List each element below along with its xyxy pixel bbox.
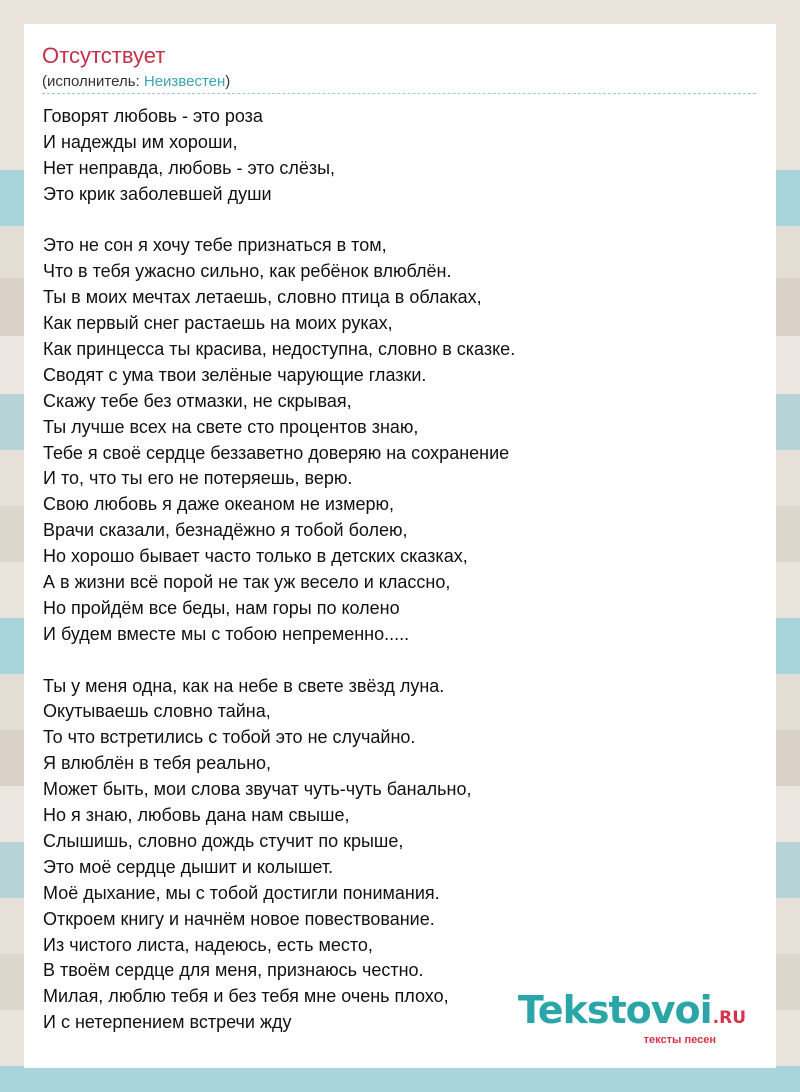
stanza-gap [43,208,758,234]
lyric-line: Из чистого листа, надеюсь, есть место, [43,934,373,955]
lyric-line: Скажу тебе без отмазки, не скрывая, [43,390,352,411]
lyric-line: В твоём сердце для меня, признаюсь честно. [43,960,424,981]
lyric-line: Что в тебя ужасно сильно, как ребёнок влюблён. [43,261,452,282]
lyric-line: И с нетерпением встречи жду [43,1012,292,1033]
lyric-line: И надежды им хороши, [43,131,238,152]
logo-name: Tekstovoi [517,988,712,1032]
lyric-line: Как принцесса ты красива, недоступна, словно в сказке. [43,339,516,360]
artist-line [42,72,758,92]
lyrics-text [43,104,758,1036]
lyric-line: И будем вместе мы с тобою непременно..... [43,623,410,644]
lyric-line: Нет неправда, любовь - это слёзы, [43,157,336,178]
lyric-line: Может быть, мои слова звучат чуть-чуть банально, [43,779,472,800]
artist-prefix: (исполнитель: [42,73,144,90]
logo-tld: .RU [712,1008,746,1028]
lyric-line: Тебе я своё сердце беззаветно доверяю на сохранение [43,442,510,463]
verse-3 [43,674,758,1036]
lyric-line: Окутываешь словно тайна, [43,701,271,722]
verse-1 [43,104,758,208]
lyric-line: То что встретились с тобой это не случайно. [43,727,416,748]
lyric-line: И то, что ты его не потеряешь, верю. [43,468,353,489]
lyrics-card [24,24,776,1068]
lyric-line: Это не сон я хочу тебе признаться в том, [43,235,387,256]
lyric-line: Свою любовь я даже океаном не измерю, [43,494,395,515]
song-header [42,42,758,92]
lyric-line: Ты у меня одна, как на небе в свете звёзд луна. [43,675,445,696]
lyric-line: Врачи сказали, безнадёжно я тобой болею, [43,520,408,541]
lyric-line: Милая, люблю тебя и без тебя мне очень плохо, [43,986,449,1007]
lyric-line: Слышишь, словно дождь стучит по крыше, [43,830,404,851]
lyric-line: Как первый снег растаешь на моих руках, [43,313,393,334]
lyric-line: Говорят любовь - это роза [43,106,263,126]
song-title: Отсутствует [42,43,166,68]
lyric-line: Ты лучше всех на свете сто процентов знаю, [43,416,419,437]
stanza-gap [43,648,758,674]
lyric-line: Моё дыхание, мы с тобой достигли понимания. [43,882,440,903]
lyric-line: А в жизни всё порой не так уж весело и классно, [43,572,451,593]
logo-wordmark [518,990,746,1038]
site-logo[interactable] [518,990,746,1046]
lyric-line: Но пройдём все беды, нам горы по колено [43,597,400,618]
lyric-line: Сводят с ума твои зелёные чарующие глазки. [43,364,427,385]
logo-tagline: тексты песен [643,1034,716,1046]
lyric-line: Но хорошо бывает часто только в детских сказках, [43,546,468,567]
lyric-line: Ты в моих мечтах летаешь, словно птица в облаках, [43,287,482,308]
lyric-line: Это крик заболевшей души [43,183,272,204]
lyric-line: Это моё сердце дышит и колышет. [43,856,334,877]
lyric-line: Откроем книгу и начнём новое повествование. [43,908,435,929]
artist-suffix: ) [225,73,231,90]
lyric-line: Я влюблён в тебя реально, [43,753,272,774]
header-divider [42,93,756,94]
lyric-line: Но я знаю, любовь дана нам свыше, [43,805,350,826]
verse-2 [43,233,758,647]
artist-link[interactable]: Неизвестен [143,73,226,90]
